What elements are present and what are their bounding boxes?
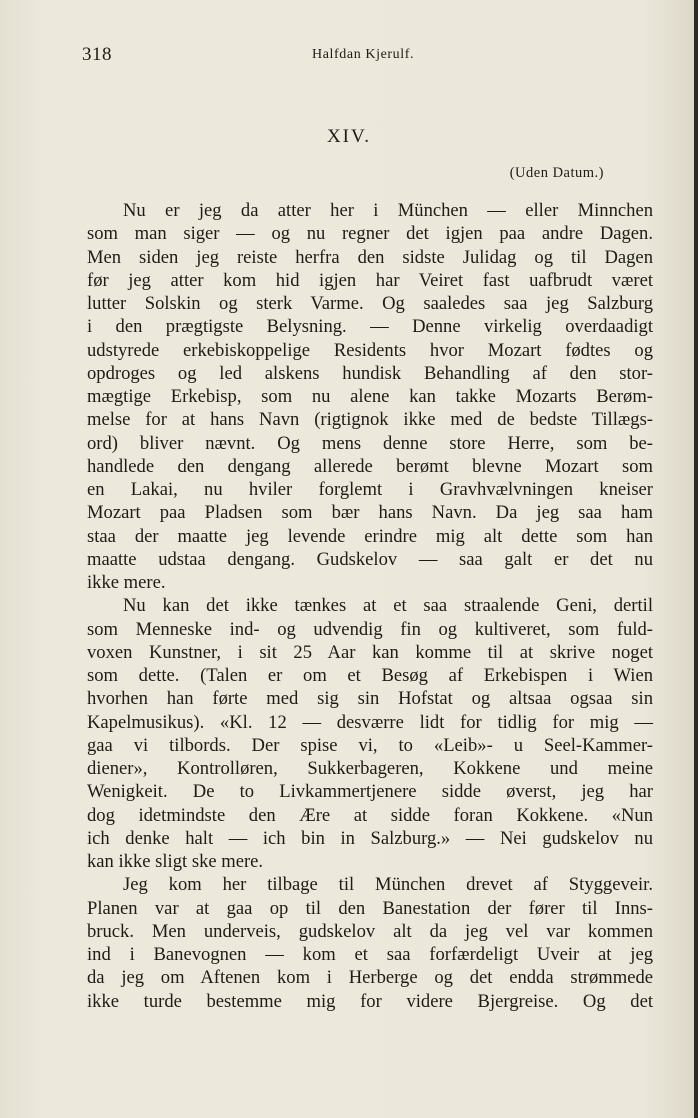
text-line: maatte udstaa dengang. Gudskelov — saa galt er det nu	[87, 548, 653, 570]
text-line: Men siden jeg reiste herfra den sidste Julidag og til Dagen	[87, 246, 653, 268]
text-line: som Menneske ind- og udvendig fin og kultiveret, som fuld-	[87, 618, 653, 640]
text-line: Mozart paa Pladsen som bær hans Navn. Da jeg saa ham	[87, 502, 653, 524]
chapter-title: XIV.	[326, 126, 372, 147]
page-number: 318	[82, 44, 112, 65]
text-line: bruck. Men underveis, gudskelov alt da jeg vel var kommen	[87, 920, 653, 942]
text-line: ind i Banevognen — kom et saa forfærdeligt Uveir at jeg	[87, 944, 653, 965]
text-line: voxen Kunstner, i sit 25 Aar kan komme til at skrive noget	[87, 641, 653, 663]
text-line: melse for at hans Navn (rigtignok ikke med de bedste Tillægs-	[87, 409, 653, 431]
text-line: ord) bliver nævnt. Og mens denne store Herre, som be-	[87, 432, 653, 454]
text-line: før jeg atter kom hid igjen har Veiret fast uafbrudt været	[87, 269, 653, 291]
text-line: Kapelmusikus). «Kl. 12 — desværre lidt for tidlig for mig —	[87, 711, 653, 733]
text-line: udstyrede erkebiskoppelige Residents hvor Mozart fødtes og	[87, 339, 653, 361]
text-line: ikke mere.	[87, 572, 166, 593]
text-line: diener», Kontrolløren, Sukkerbageren, Kokkene und meine	[87, 758, 653, 779]
text-line: mægtige Erkebisp, som nu alene kan takke Mozarts Berøm-	[87, 386, 653, 407]
text-line: da jeg om Aftenen kom i Herberge og det endda strømmede	[87, 967, 653, 989]
text-line: i den prægtigste Belysning. — Denne virkelig overdaadigt	[87, 316, 653, 338]
dateline: (Uden Datum.)	[509, 165, 604, 181]
text-line: Wenigkeit. De to Livkammertjenere sidde øverst, jeg har	[87, 781, 653, 803]
text-line: hvorhen han førte med sig sin Hofstat og altsaa ogsaa sin	[87, 688, 653, 710]
text-line: Nu er jeg da atter her i München — eller Minnchen	[123, 200, 653, 221]
text-line: dog idetmindste den Ære at sidde foran Kokkene. «Nun	[87, 804, 653, 826]
text-line: opdroges og led alskens hundisk Behandling af den stor-	[87, 362, 653, 384]
page-header	[82, 44, 654, 68]
text-line: som dette. (Talen er om et Besøg af Erkebispen i Wien	[87, 665, 653, 686]
text-line: Nu kan det ikke tænkes at et saa straalende Geni, dertil	[123, 595, 653, 617]
text-line: ikke turde bestemme mig for videre Bjergreise. Og det	[87, 990, 653, 1012]
body-text	[87, 199, 653, 1013]
text-line: ich denke halt — ich bin in Salzburg.» — Nei gudskelov nu	[87, 827, 653, 849]
text-line: gaa vi tilbords. Der spise vi, to «Leib»- u Seel-Kammer-	[87, 734, 653, 756]
running-head: Halfdan Kjerulf.	[312, 47, 415, 62]
text-line: Jeg kom her tilbage til München drevet af Styggeveir.	[123, 874, 653, 896]
text-line: som man siger — og nu regner det igjen paa andre Dagen.	[87, 223, 653, 245]
text-line: Planen var at gaa op til den Banestation der fører til Inns-	[87, 897, 653, 919]
text-line: lutter Solskin og sterk Varme. Og saaledes saa jeg Salzburg	[87, 293, 653, 314]
text-line: handlede den dengang allerede berømt blevne Mozart som	[87, 455, 653, 477]
text-line: en Lakai, nu hviler forglemt i Gravhvælvningen kneiser	[87, 479, 653, 500]
text-line: kan ikke sligt ske mere.	[87, 851, 264, 872]
text-line: staa der maatte jeg levende erindre mig alt dette som han	[87, 525, 653, 547]
page-edge	[694, 0, 698, 1118]
